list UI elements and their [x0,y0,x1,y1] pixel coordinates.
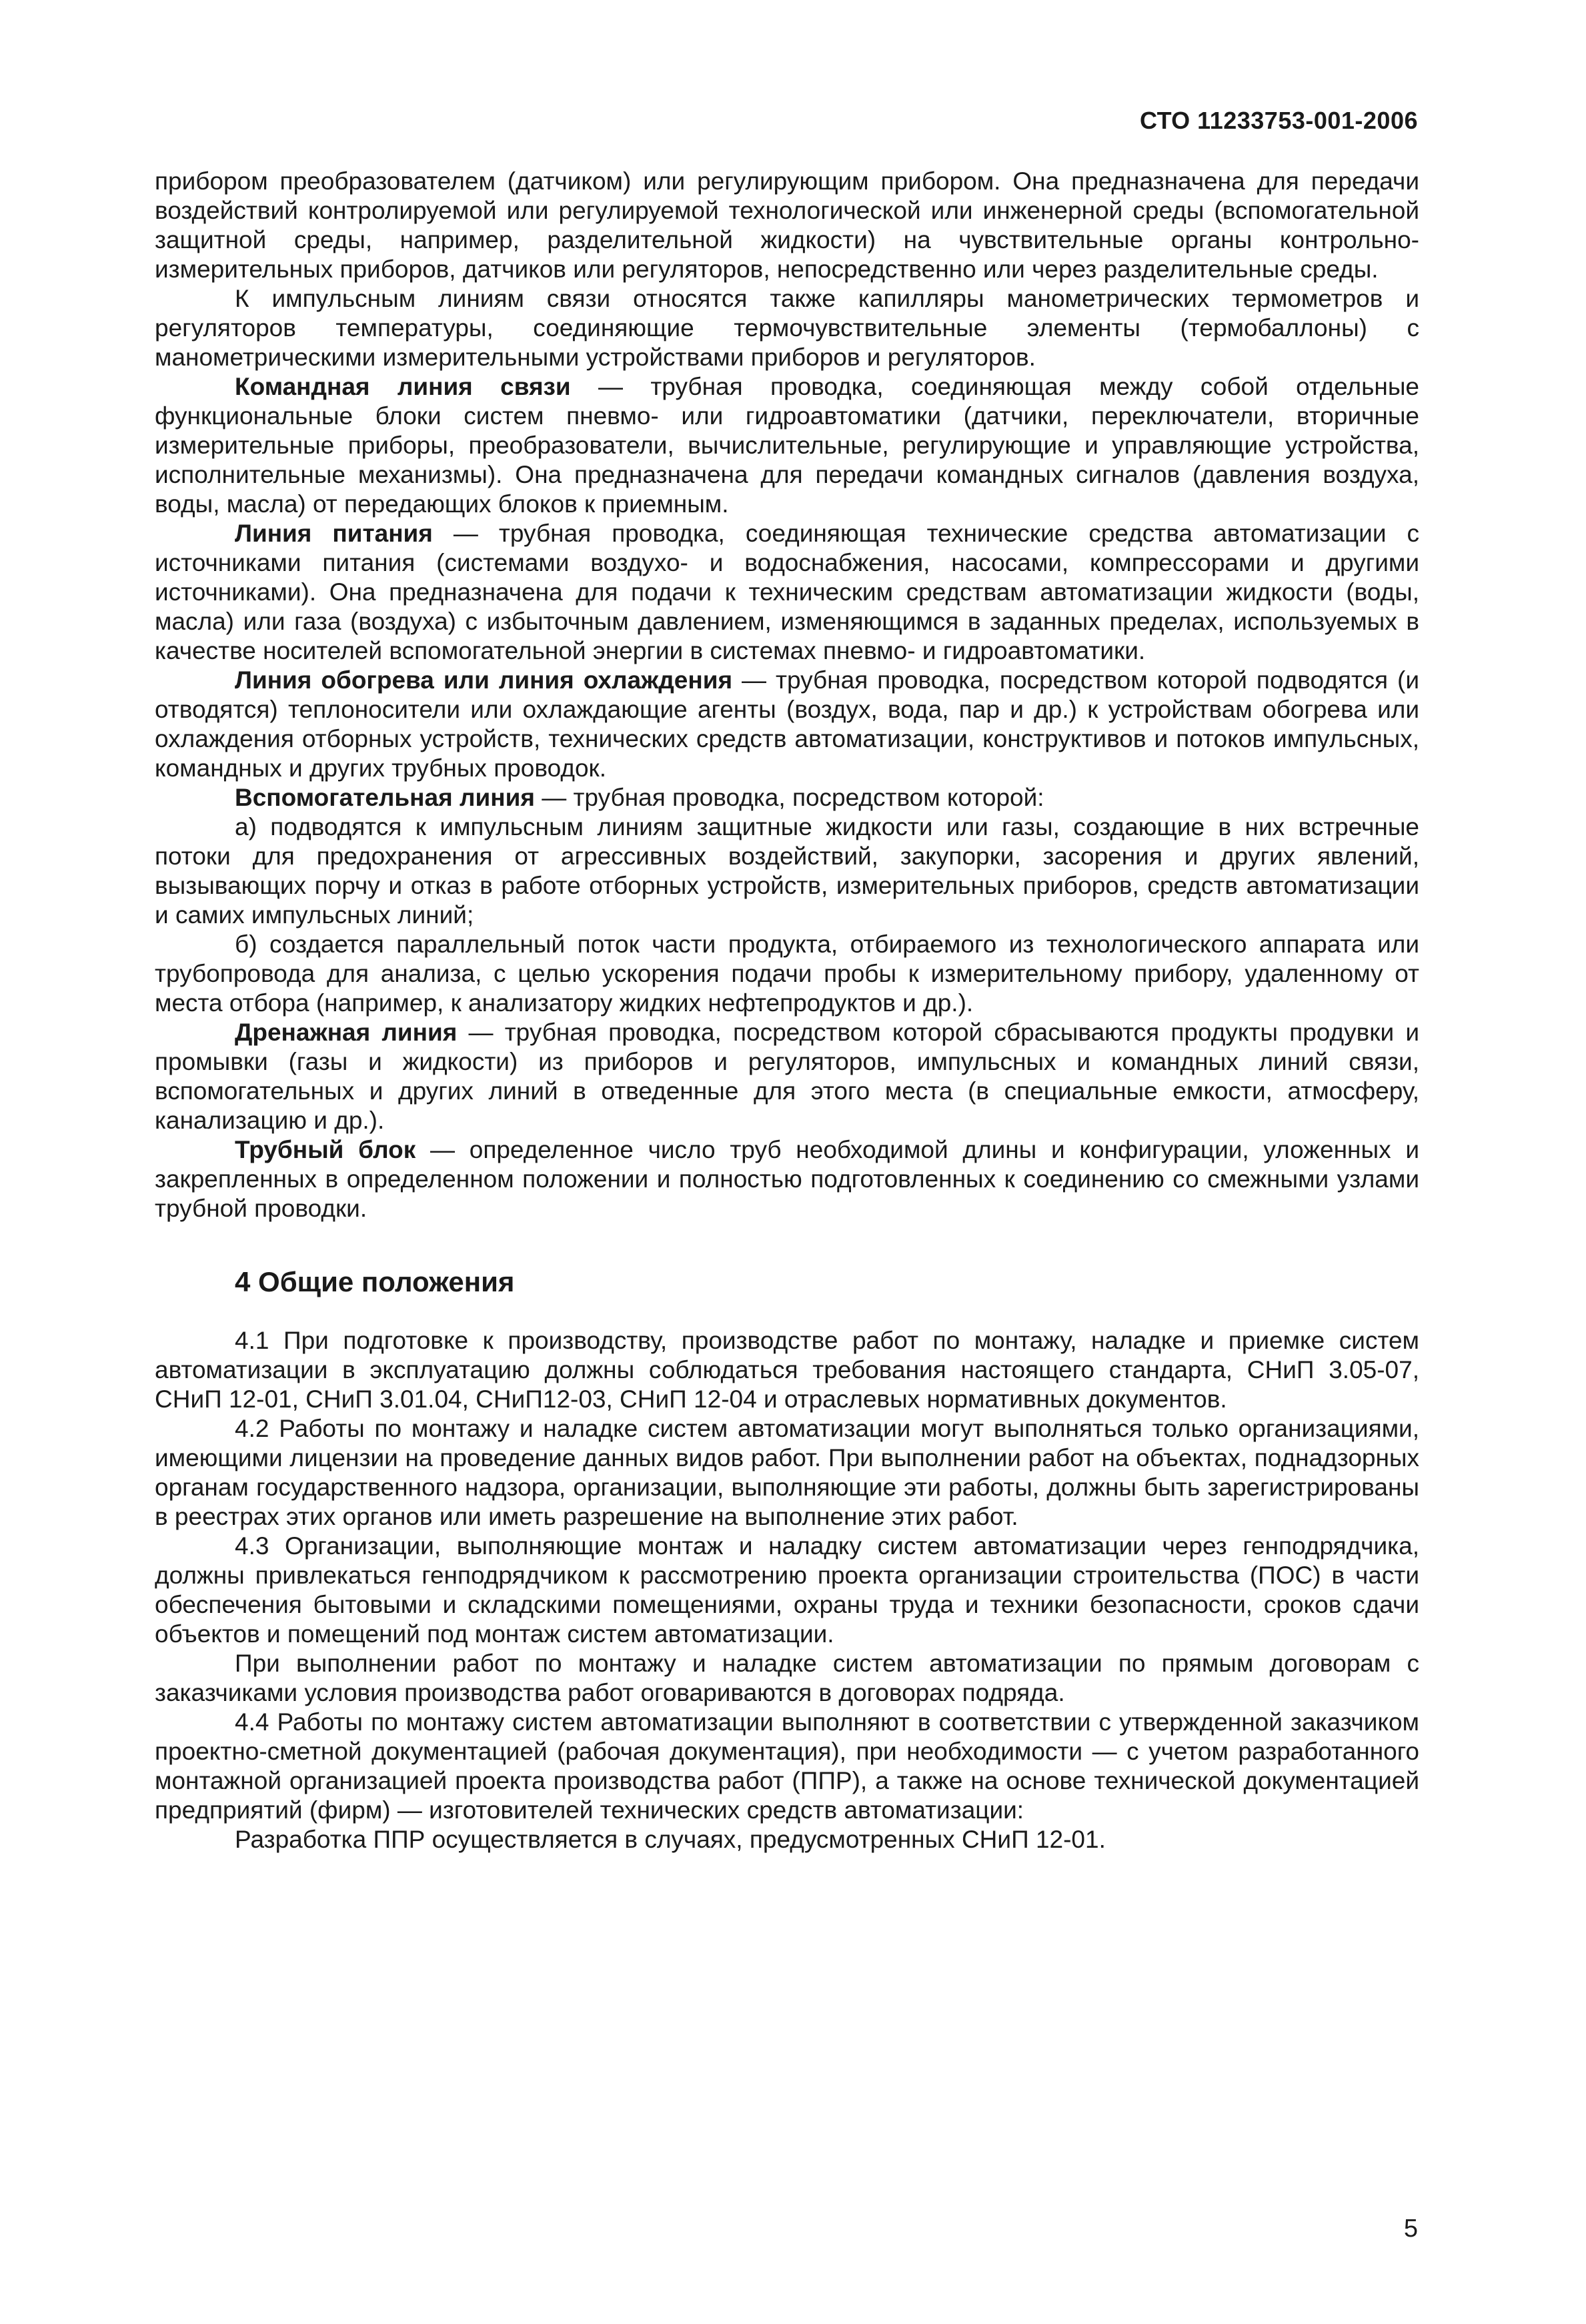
list-item [155,812,1419,930]
definition-text: — трубная проводка, соединяющая технические средства автоматизации с источниками питания (системами воздухо- и водоснабжения, насосами, компрессорами и другими источниками). Она предназначена для подачи к техническим средствам автоматизации жидкости (воды, масла) или газа (воздуха) с избыточным давлением, изменяющимся в заданных пределах, используемых в качестве носителей вспомогательной энергии в системах пневмо- и гидроавтоматики. [155,520,1419,664]
definition-term: Вспомогательная линия [235,784,535,811]
paragraph-text: К импульсным линиям связи относятся также капилляры манометрических термометров и регуляторов температуры, соединяющие термочувствительные элементы (термобаллоны) с манометрическими измерительными устройствами приборов и регуляторов. [155,285,1419,371]
definition-term: Линия обогрева или линия охлаждения [235,666,733,694]
definition-paragraph [155,666,1419,783]
definition-paragraph [155,1135,1419,1223]
page-number: 5 [1403,2215,1418,2243]
document-code-header: СТО 11233753-001-2006 [1139,107,1418,134]
clause-paragraph [155,1708,1419,1825]
clause-paragraph [155,1414,1419,1532]
paragraph [155,284,1419,372]
clause-paragraph [155,1649,1419,1708]
definition-text: — трубная проводка, посредством которой сбрасываются продукты продувки и промывки (газы и жидкости) из приборов и регуляторов, импульсных и командных линий связи, вспомогательных и других линий в отведенные для этого места (в специальные емкости, атмосферу, канализацию и др.). [155,1019,1419,1134]
definition-text: — трубная проводка, посредством которой: [534,784,1044,811]
section-heading: 4 Общие положения [235,1266,515,1297]
list-item [155,930,1419,1018]
definition-paragraph [155,783,1419,812]
definition-term: Трубный блок [235,1136,416,1163]
clause-text: Разработка ППР осуществляется в случаях, предусмотренных СНиП 12-01. [235,1826,1106,1853]
clause-paragraph [155,1825,1419,1854]
clause-paragraph [155,1532,1419,1649]
clause-text: При выполнении работ по монтажу и наладке систем автоматизации по прямым договорам с заказчиками условия производства работ оговариваются в договорах подряда. [155,1650,1419,1706]
clause-paragraph [155,1326,1419,1414]
clause-text: 4.4 Работы по монтажу систем автоматизации выполняют в соответствии с утвержденной заказчиком проектно-сметной документацией (рабочая документация), при необходимости — с учетом разработанного монтажной организацией проекта производства работ (ППР), а также на основе технической документацией предприятий (фирм) — изготовителей технических средств автоматизации: [155,1708,1419,1824]
definition-term: Командная линия связи [235,373,571,400]
list-item-text: б) создается параллельный поток части продукта, отбираемого из технологического аппарата или трубопровода для анализа, с целью ускорения подачи пробы к измерительному прибору, удаленному от места отбора (например, к анализатору жидких нефтепродуктов и др.). [155,931,1419,1017]
paragraph [155,167,1419,284]
definition-text: — определенное число труб необходимой длины и конфигурации, уложенных и закрепленных в определенном положении и полностью подготовленных к соединению со смежными узлами трубной проводки. [155,1136,1419,1222]
paragraph-text: прибором преобразователем (датчиком) или регулирующим прибором. Она предназначена для передачи воздействий контролируемой или регулируемой технологической или инженерной среды (вспомогательной защитной среды, например, разделительной жидкости) на чувствительные органы контрольно-измерительных приборов, датчиков или регуляторов, непосредственно или через разделительные среды. [155,167,1419,283]
definition-text: — трубная проводка, соединяющая между собой отдельные функциональные блоки систем пневмо- или гидроавтоматики (датчики, переключатели, вторичные измерительные приборы, преобразователи, вычислительные, регулирующие и управляющие устройства, исполнительные механизмы). Она предназначена для передачи командных сигналов (давления воздуха, воды, масла) от передающих блоков к приемным. [155,373,1420,518]
page-body [155,167,1419,1854]
clause-text: 4.2 Работы по монтажу и наладке систем автоматизации могут выполняться только организациями, имеющими лицензии на проведение данных видов работ. При выполнении работ на объектах, поднадзорных органам государственного надзора, организации, выполняющие эти работы, должны быть зарегистрированы в реестрах этих органов или иметь разрешение на выполнение этих работ. [155,1415,1419,1530]
definition-term: Линия питания [235,520,433,547]
clause-text: 4.1 При подготовке к производству, производстве работ по монтажу, наладке и приемке систем автоматизации в эксплуатацию должны соблюдаться требования настоящего стандарта, СНиП 3.05-07, СНиП 12-01, СНиП 3.01.04, СНиП12-03, СНиП 12-04 и отраслевых нормативных документов. [155,1327,1419,1413]
definition-text: — трубная проводка, посредством которой подводятся (и отводятся) теплоносители или охлаждающие агенты (воздух, вода, пар и др.) к устройствам обогрева или охлаждения отборных устройств, технических средств автоматизации, конструктивов и потоков импульсных, командных и других трубных проводок. [155,666,1419,782]
definition-paragraph [155,1018,1419,1135]
definition-term: Дренажная линия [235,1019,458,1046]
definition-paragraph [155,519,1419,666]
definitions-block [155,167,1419,1223]
list-item-text: а) подводятся к импульсным линиям защитные жидкости или газы, создающие в них встречные потоки для предохранения от агрессивных воздействий, закупорки, засорения и других явлений, вызывающих порчу и отказ в работе отборных устройств, измерительных приборов, средств автоматизации и самих импульсных линий; [155,813,1419,929]
general-provisions-block [155,1326,1419,1854]
definition-paragraph [155,372,1419,519]
clause-text: 4.3 Организации, выполняющие монтаж и наладку систем автоматизации через генподрядчика, должны привлекаться генподрядчиком к рассмотрению проекта организации строительства (ПОС) в части обеспечения бытовыми и складскими помещениями, охраны труда и техники безопасности, сроков сдачи объектов и помещений под монтаж систем автоматизации. [155,1532,1419,1648]
